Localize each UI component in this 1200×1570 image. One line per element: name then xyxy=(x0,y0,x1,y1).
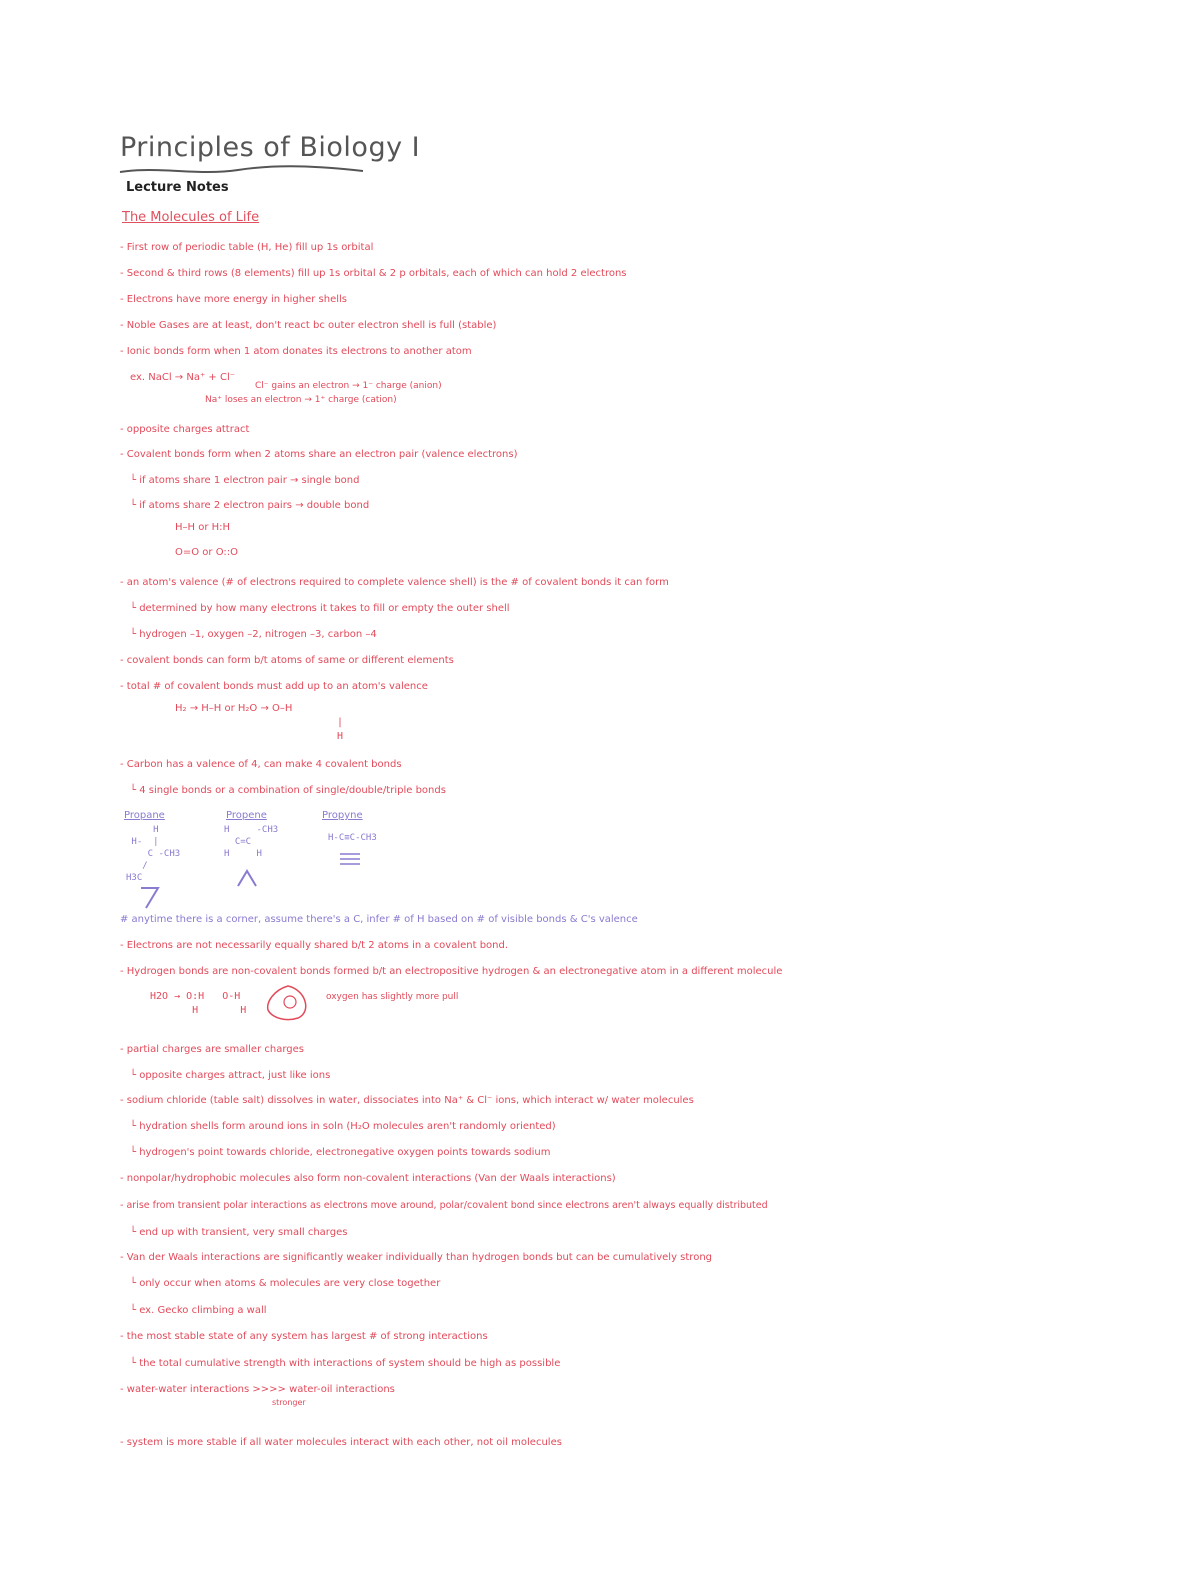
propyne-label: Propyne xyxy=(322,810,363,821)
note-line: └ hydrogen's point towards chloride, electronegative oxygen points towards sodium xyxy=(130,1147,551,1158)
note-line: - water-water interactions >>>> water-oil interactions xyxy=(120,1384,395,1395)
note-line: - Van der Waals interactions are significantly weaker individually than hydrogen bonds but can be cumulatively strong xyxy=(120,1252,713,1263)
note-line: - Noble Gases are at least, don't react bc outer electron shell is full (stable) xyxy=(120,320,497,331)
note-line: ex. NaCl → Na⁺ + Cl⁻ xyxy=(130,372,236,383)
note-line: - covalent bonds can form b/t atoms of same or different elements xyxy=(120,655,454,666)
note-line: - arise from transient polar interactions as electrons move around, polar/covalent bond since electrons aren't always equally distributed xyxy=(120,1200,768,1211)
note-line: └ only occur when atoms & molecules are very close together xyxy=(130,1278,441,1289)
note-line: oxygen has slightly more pull xyxy=(326,992,459,1002)
note-line: O=O or O::O xyxy=(175,547,239,558)
note-line: - Ionic bonds form when 1 atom donates its electrons to another atom xyxy=(120,346,472,357)
note-line: └ end up with transient, very small charges xyxy=(130,1227,348,1238)
water-molecule-icon xyxy=(258,980,318,1026)
note-line: - nonpolar/hydrophobic molecules also form non-covalent interactions (Van der Waals interactions) xyxy=(120,1173,616,1184)
note-line: └ if atoms share 1 electron pair → single bond xyxy=(130,475,360,486)
note-line: └ hydrogen –1, oxygen –2, nitrogen –3, carbon –4 xyxy=(130,629,377,640)
note-line: └ if atoms share 2 electron pairs → double bond xyxy=(130,500,370,511)
propene-structure: H -CH3 C=C H H xyxy=(224,825,279,859)
note-line: Cl⁻ gains an electron → 1⁻ charge (anion) xyxy=(255,381,442,391)
page-subtitle: Lecture Notes xyxy=(126,180,229,195)
propyne-structure: H-C≡C-CH3 xyxy=(328,833,377,843)
note-line: └ hydration shells form around ions in soln (H₂O molecules aren't randomly oriented) xyxy=(130,1121,556,1132)
note-line: - total # of covalent bonds must add up to an atom's valence xyxy=(120,681,428,692)
page-title: Principles of Biology I xyxy=(120,132,421,163)
note-line: - an atom's valence (# of electrons required to complete valence shell) is the # of covalent bonds it can form xyxy=(120,577,669,588)
note-line: - Second & third rows (8 elements) fill up 1s orbital & 2 p orbitals, each of which can hold 2 electrons xyxy=(120,268,627,279)
propyne-skeletal-icon xyxy=(338,852,362,866)
note-line: - Electrons have more energy in higher shells xyxy=(120,294,348,305)
note-line: - the most stable state of any system has largest # of strong interactions xyxy=(120,1331,488,1342)
note-line: └ ex. Gecko climbing a wall xyxy=(130,1305,267,1316)
note-line: - Carbon has a valence of 4, can make 4 covalent bonds xyxy=(120,759,402,770)
note-line: └ determined by how many electrons it takes to fill or empty the outer shell xyxy=(130,603,510,614)
note-line: - Covalent bonds form when 2 atoms share an electron pair (valence electrons) xyxy=(120,449,518,460)
propane-structure: H H- | C -CH3 / H3C xyxy=(126,825,181,883)
propene-label: Propene xyxy=(226,810,267,821)
title-underline-icon xyxy=(118,164,368,178)
note-line: - system is more stable if all water molecules interact with each other, not oil molecules xyxy=(120,1437,562,1448)
section-heading: The Molecules of Life xyxy=(122,210,260,225)
note-line: - First row of periodic table (H, He) fill up 1s orbital xyxy=(120,242,374,253)
note-line: - sodium chloride (table salt) dissolves in water, dissociates into Na⁺ & Cl⁻ ions, which interact w/ water molecules xyxy=(120,1095,694,1106)
note-line: # anytime there is a corner, assume there's a C, infer # of H based on # of visible bonds & C's valence xyxy=(120,914,638,925)
note-line: stronger xyxy=(272,1398,306,1407)
note-line: H₂ → H–H or H₂O → O–H xyxy=(175,703,293,714)
note-line: - Electrons are not necessarily equally shared b/t 2 atoms in a covalent bond. xyxy=(120,940,509,951)
note-line: H–H or H:H xyxy=(175,522,231,533)
water-polarity-structure: H2O → O:H O-H H H xyxy=(150,991,247,1016)
propene-skeletal-icon xyxy=(236,868,260,888)
note-line: - opposite charges attract xyxy=(120,424,250,435)
propane-skeletal-icon xyxy=(138,884,162,910)
note-line: └ 4 single bonds or a combination of single/double/triple bonds xyxy=(130,785,446,796)
note-line: - partial charges are smaller charges xyxy=(120,1044,304,1055)
note-line: └ opposite charges attract, just like ions xyxy=(130,1070,331,1081)
propane-label: Propane xyxy=(124,810,165,821)
note-line: - Hydrogen bonds are non-covalent bonds formed b/t an electropositive hydrogen & an electronegative atom in a different molecule xyxy=(120,966,783,977)
water-structure: | H xyxy=(337,717,344,742)
note-line: └ the total cumulative strength with interactions of system should be high as possible xyxy=(130,1358,561,1369)
note-line: Na⁺ loses an electron → 1⁺ charge (cation) xyxy=(205,395,397,405)
